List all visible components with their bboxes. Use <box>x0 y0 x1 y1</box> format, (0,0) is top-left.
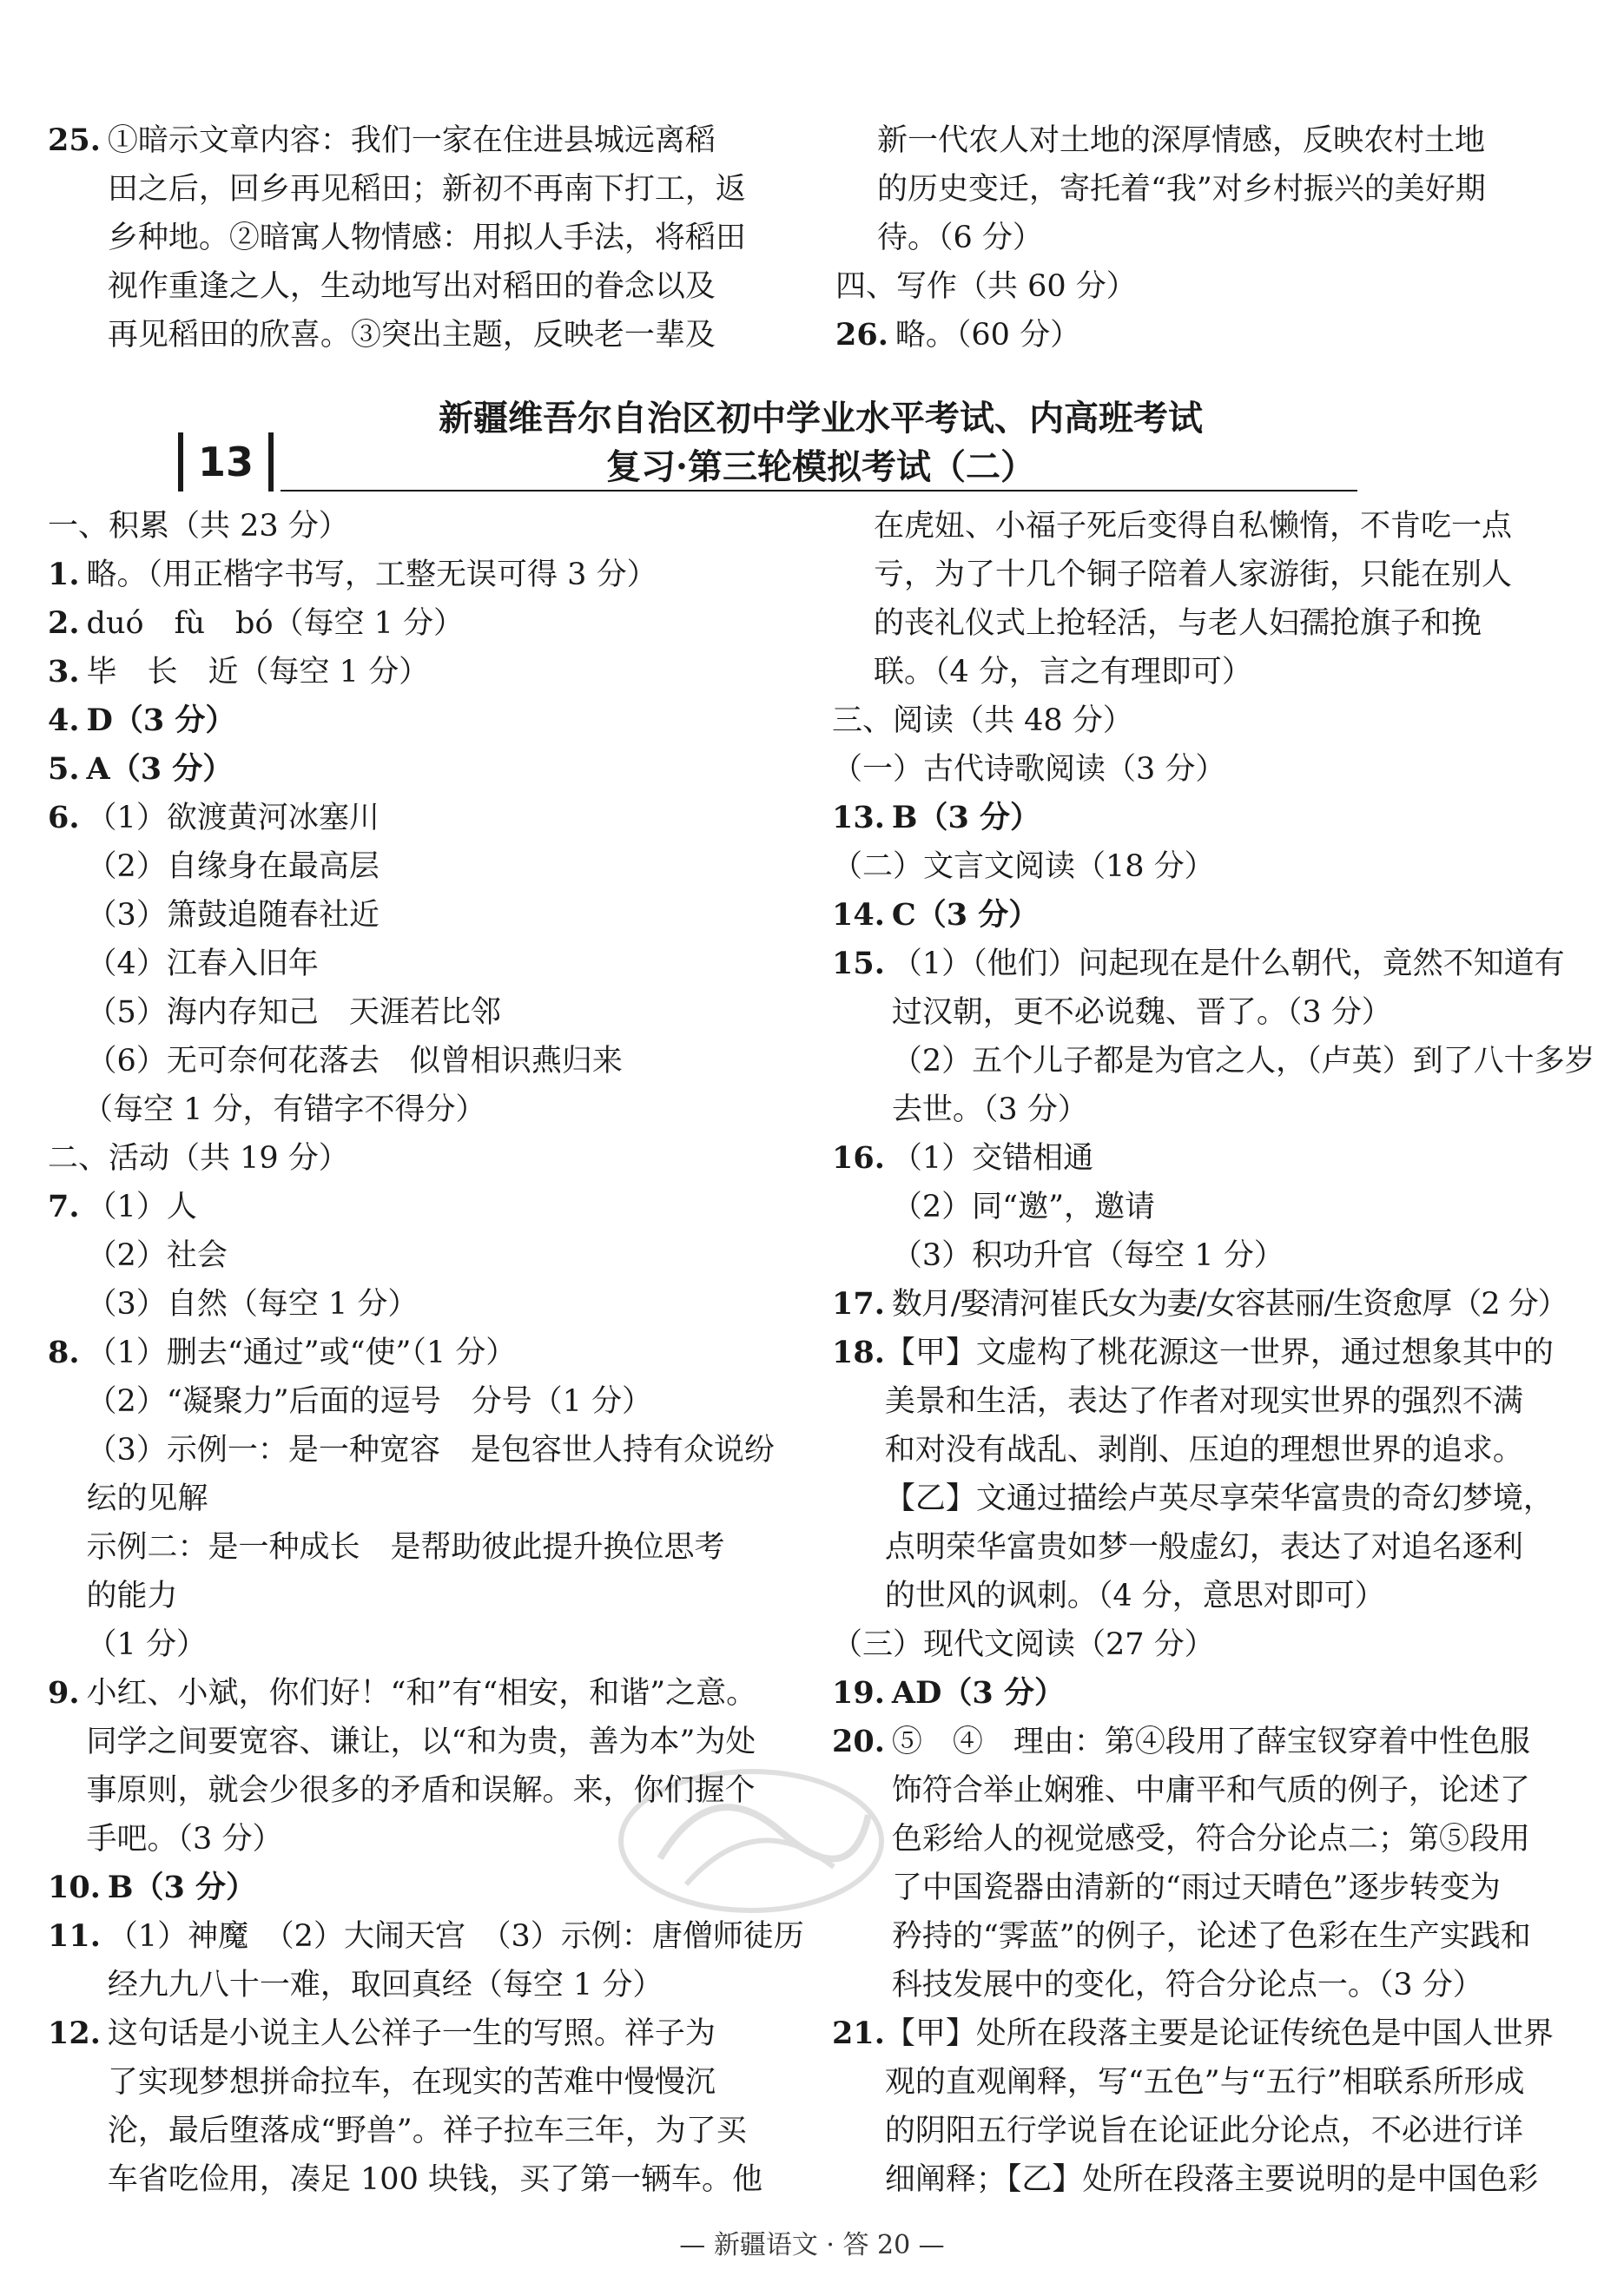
answer-line: （1）交错相通 <box>891 1141 1094 1176</box>
answer-line: 矜持的“霁蓝”的例子，论述了色彩在生产实践和 <box>891 1919 1531 1954</box>
answer-line: 车省吃俭用，凑足 100 块钱，买了第一辆车。他 <box>107 2162 762 2197</box>
question-number: 6. <box>48 800 80 835</box>
answer-line: 小红、小斌，你们好！“和”有“相安，和谐”之意。 <box>86 1676 757 1711</box>
subsection-heading-modern: （三）现代文阅读（27 分） <box>832 1627 1215 1662</box>
q17 <box>832 1280 1586 1329</box>
q20 <box>832 1718 1586 2009</box>
answer-line: ①暗示文章内容：我们一家在住进县城远离稻 <box>107 123 716 158</box>
answer-line: （3）积功升官（每空 1 分） <box>891 1238 1284 1273</box>
q7 <box>48 1183 803 1329</box>
question-number: 21. <box>832 2016 885 2051</box>
question-number: 7. <box>48 1189 80 1224</box>
answer-line: 【乙】文通过描绘卢英尽享荣华富贵的奇幻梦境， <box>884 1481 1554 1516</box>
answer-line: 点明荣华富贵如梦一般虚幻，表达了对追名逐利 <box>884 1530 1523 1565</box>
right-column <box>832 502 1595 2204</box>
answer-line: 田之后，回乡再见稻田；新初不再南下打工，返 <box>107 172 746 207</box>
answer-line: 和对没有战乱、剥削、压迫的理想世界的追求。 <box>884 1433 1523 1468</box>
q4 <box>48 696 803 745</box>
answer-text: B（3 分） <box>107 1870 257 1905</box>
q3 <box>48 648 803 696</box>
q18 <box>832 1329 1586 1620</box>
question-number: 2. <box>48 605 80 641</box>
answer-line: 科技发展中的变化，符合分论点一。（3 分） <box>891 1968 1483 2002</box>
answer-text: duó fù bó（每空 1 分） <box>86 606 465 641</box>
question-number: 19. <box>832 1675 885 1711</box>
page-footer: — 新疆语文 · 答 20 — <box>679 2230 945 2260</box>
answer-line: 过汉朝，更不必说魏、晋了。（3 分） <box>891 995 1392 1030</box>
answer-line: （4）江春入旧年 <box>86 947 319 981</box>
q15 <box>832 940 1595 1134</box>
answer-text: B（3 分） <box>891 800 1041 835</box>
question-number: 20. <box>832 1724 885 1759</box>
question-number: 14. <box>832 897 885 933</box>
left-column <box>48 502 803 2204</box>
q25-block <box>48 116 803 360</box>
answer-line: 待。（6 分） <box>877 221 1043 255</box>
answer-line: （3）示例一：是一种宽容 是包容世人持有众说纷 <box>86 1433 775 1468</box>
question-number: 10. <box>48 1870 101 1905</box>
q2 <box>48 599 803 648</box>
q14 <box>832 891 1586 940</box>
q12 <box>48 2009 803 2204</box>
answer-line: 示例二：是一种成长 是帮助彼此提升换位思考 <box>86 1530 725 1565</box>
answer-line: （2）“凝聚力”后面的逗号 分号（1 分） <box>86 1384 652 1419</box>
answer-text: AD（3 分） <box>891 1675 1065 1711</box>
answer-line: 视作重逢之人，生动地写出对稻田的眷念以及 <box>107 269 716 304</box>
answer-line: 这句话是小说主人公祥子一生的写照。祥子为 <box>107 2016 716 2051</box>
answer-line: 乡种地。②暗寓人物情感：用拟人手法，将稻田 <box>107 221 746 255</box>
question-number: 5. <box>48 751 80 787</box>
q21 <box>832 2009 1586 2204</box>
answer-line: （2）社会 <box>86 1238 228 1273</box>
answer-line: 【甲】文虚构了桃花源这一世界，通过想象其中的 <box>884 1336 1554 1370</box>
exam-title-line2: 复习·第三轮模拟考试（二） <box>606 446 1035 487</box>
exam-title-line1: 新疆维吾尔自治区初中学业水平考试、内高班考试 <box>439 398 1203 439</box>
answer-text: 毕 长 近（每空 1 分） <box>86 655 430 689</box>
q16 <box>832 1134 1586 1280</box>
answer-line: （1 分） <box>86 1627 207 1662</box>
answer-line: （1）神魔 （2）大闹天宫 （3）示例：唐僧师徒历 <box>107 1919 804 1954</box>
answer-line: 的世风的讽刺。（4 分，意思对即可） <box>884 1579 1385 1613</box>
question-number: 16. <box>832 1140 885 1176</box>
watermark-logo <box>608 1754 895 1928</box>
answer-line: （6）无可奈何花落去 似曾相识燕归来 <box>86 1044 623 1079</box>
answer-text: 略。（60 分） <box>895 318 1081 353</box>
answer-line: 同学之间要宽容、谦让，以“和为贵，善为本”为处 <box>86 1725 756 1759</box>
question-number: 25. <box>48 122 101 158</box>
q19 <box>832 1669 1586 1718</box>
answer-line: （2）五个儿子都是为官之人，（卢英）到了八十多岁 <box>891 1044 1595 1079</box>
subsection-heading-poetry: （一）古代诗歌阅读（3 分） <box>832 752 1226 787</box>
subsection-heading-classical: （二）文言文阅读（18 分） <box>832 849 1215 884</box>
answer-line: （5）海内存知己 天涯若比邻 <box>86 995 501 1030</box>
exam-number-box: 13 <box>178 432 274 492</box>
answer-text: A（3 分） <box>86 751 234 787</box>
answer-text: 略。（用正楷字书写，工整无误可得 3 分） <box>86 558 657 592</box>
header-rule <box>281 490 1357 492</box>
q25-continued-block <box>835 116 1582 360</box>
answer-line: 纭的见解 <box>86 1481 208 1516</box>
answer-line: 【甲】处所在段落主要是论证传统色是中国人世界 <box>884 2016 1554 2051</box>
answer-line: （2）同“邀”，邀请 <box>891 1190 1155 1224</box>
section-heading-reading: 三、阅读（共 48 分） <box>832 703 1133 738</box>
answer-line: 的阴阳五行学说旨在论证此分论点，不必进行详 <box>884 2114 1523 2148</box>
answer-line: 了实现梦想拼命拉车，在现实的苦难中慢慢沉 <box>107 2065 716 2100</box>
q13 <box>832 794 1586 842</box>
answer-line: 的丧礼仪式上抢轻活，与老人妇孺抢旗子和挽 <box>874 606 1482 641</box>
answer-line: （1）欲渡黄河冰塞川 <box>86 801 380 835</box>
answer-line: （1）人 <box>86 1190 197 1224</box>
answer-line: （2）自缘身在最高层 <box>86 849 380 884</box>
answer-line: 经九九八十一难，取回真经（每空 1 分） <box>107 1968 663 2002</box>
question-number: 4. <box>48 703 80 738</box>
q8 <box>48 1329 803 1669</box>
question-number: 15. <box>832 946 885 981</box>
answer-line: （3）自然（每空 1 分） <box>86 1287 419 1322</box>
answer-line: （3）箫鼓追随春社近 <box>86 898 380 933</box>
answer-line: 在虎妞、小福子死后变得自私懒惰，不肯吃一点 <box>874 509 1513 544</box>
q5 <box>48 745 803 794</box>
question-number: 9. <box>48 1675 80 1711</box>
answer-line: 新一代农人对土地的深厚情感，反映农村土地 <box>877 123 1486 158</box>
question-number: 18. <box>832 1335 885 1370</box>
answer-line: 了中国瓷器由清新的“雨过天晴色”逐步转变为 <box>891 1870 1501 1905</box>
question-number: 11. <box>48 1918 101 1954</box>
question-number: 26. <box>835 317 888 353</box>
answer-line: 细阐释；【乙】处所在段落主要说明的是中国色彩 <box>884 2162 1539 2197</box>
answer-line: 去世。（3 分） <box>891 1092 1088 1127</box>
answer-line: （1）（他们）问起现在是什么朝代，竟然不知道有 <box>891 947 1565 981</box>
answer-line: 观的直观阐释，写“五色”与“五行”相联系所形成 <box>884 2065 1525 2100</box>
answer-line: 联。（4 分，言之有理即可） <box>874 655 1252 689</box>
question-number: 3. <box>48 654 80 689</box>
question-number: 12. <box>48 2016 101 2051</box>
answer-line: 再见稻田的欣喜。③突出主题，反映老一辈及 <box>107 318 716 353</box>
question-number: 13. <box>832 800 885 835</box>
question-number: 8. <box>48 1335 80 1370</box>
q1 <box>48 551 803 599</box>
answer-line: 沦，最后堕落成“野兽”。祥子拉车三年，为了买 <box>107 2114 747 2148</box>
answer-line: 的能力 <box>86 1579 178 1613</box>
section-heading-writing: 四、写作（共 60 分） <box>835 269 1137 304</box>
scoring-note: （每空 1 分，有错字不得分） <box>83 1092 486 1127</box>
answer-line: （1）删去“通过”或“使”（1 分） <box>86 1336 517 1370</box>
answer-line: 的历史变迁，寄托着“我”对乡村振兴的美好期 <box>877 172 1486 207</box>
q6 <box>48 794 803 1085</box>
answer-line: 手吧。（3 分） <box>86 1822 283 1857</box>
answer-line: ⑤ ④ 理由：第④段用了薛宝钗穿着中性色服 <box>891 1725 1530 1759</box>
answer-text: C（3 分） <box>891 897 1040 933</box>
answer-line: 饰符合举止娴雅、中庸平和气质的例子，论述了 <box>891 1773 1530 1808</box>
answer-text: 数月/娶清河崔氏女为妻/女容甚丽/生资愈厚（2 分） <box>891 1287 1568 1322</box>
section-heading-accumulation: 一、积累（共 23 分） <box>48 509 349 544</box>
section-heading-activity: 二、活动（共 19 分） <box>48 1141 349 1176</box>
answer-line: 亏，为了十几个铜子陪着人家游街，只能在别人 <box>874 558 1513 592</box>
question-number: 17. <box>832 1286 885 1322</box>
answer-line: 事原则，就会少很多的矛盾和误解。来，你们握个 <box>86 1773 756 1808</box>
answer-line: 美景和生活，表达了作者对现实世界的强烈不满 <box>884 1384 1523 1419</box>
answer-text: D（3 分） <box>86 703 236 738</box>
answer-line: 色彩给人的视觉感受，符合分论点二；第⑤段用 <box>891 1822 1530 1857</box>
question-number: 1. <box>48 557 80 592</box>
